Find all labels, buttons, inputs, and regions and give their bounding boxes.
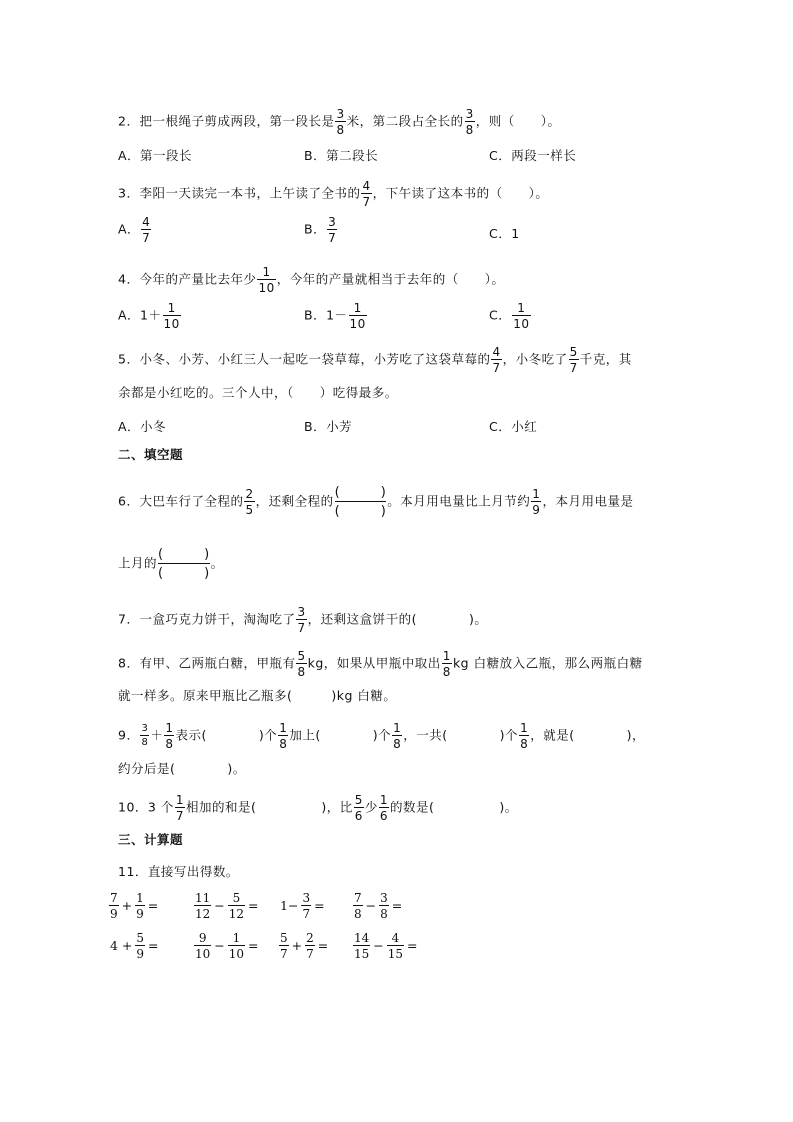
fraction: $\frac{5}{6}$ [354, 793, 363, 823]
option-c[interactable]: C．两段一样长 [489, 148, 577, 163]
fraction: $\frac{5}{9}$ [136, 931, 145, 961]
fraction: $\frac{3}{8}$ [465, 107, 474, 137]
fraction: $\frac{3}{7}$ [302, 891, 311, 921]
question-5: 5．小冬、小芳、小红三人一起吃一袋草莓，小芳吃了这袋草莓的 $\frac{4}{7}$ ，小冬吃了 $\frac{5}{7}$ 千克，其 [118, 345, 632, 375]
fraction: $\frac{4}{7}$ [142, 215, 151, 245]
calc-problem[interactable]: 4 + $\frac{5}{9}$ = [110, 931, 159, 961]
fraction: $\frac{3}{7}$ [297, 605, 306, 635]
question-5-line2: 余都是小红吃的。三个人中，（ ）吃得最多。 [118, 385, 398, 400]
question-8-line2: 就一样多。原来甲瓶比乙瓶多( )kg 白糖。 [118, 688, 397, 703]
fraction: $\frac{5}{7}$ [569, 345, 578, 375]
fraction: $\frac{1}{8}$ [279, 721, 288, 751]
calc-problem[interactable]: $\frac{14}{15}$ − $\frac{4}{15}$ = [354, 931, 418, 961]
question-6-line2: 上月的 $\frac{( )}{( )}$ 。 [118, 547, 224, 581]
fraction: $\frac{1}{6}$ [379, 793, 389, 823]
answer-blank-fraction[interactable]: $\frac{( )}{( )}$ [334, 485, 387, 519]
fraction: $\frac{5}{12}$ [228, 891, 245, 921]
calc-problem[interactable]: 1− $\frac{3}{7}$ = [280, 891, 325, 921]
option-c[interactable]: C． $\frac{1}{10}$ [489, 301, 530, 331]
fraction: $\frac{2}{7}$ [306, 931, 314, 961]
fraction: $\frac{1}{8}$ [520, 721, 529, 751]
fraction: $\frac{1}{8}$ [165, 721, 174, 751]
calc-problem[interactable]: $\frac{7}{9}$ + $\frac{1}{9}$ = [110, 891, 159, 921]
option-c[interactable]: C．小红 [489, 419, 538, 434]
option-a[interactable]: A．第一段长 [118, 148, 193, 163]
fraction: $\frac{9}{10}$ [195, 931, 211, 961]
fraction: $\frac{1}{8}$ [442, 649, 451, 679]
fraction: $\frac{3}{8}$ [141, 723, 149, 748]
fraction: $\frac{5}{8}$ [297, 649, 306, 679]
fraction: $\frac{1}{9}$ [532, 487, 541, 517]
option-a[interactable]: A． $\frac{4}{7}$ [118, 215, 151, 245]
fraction: $\frac{4}{7}$ [362, 179, 371, 209]
fraction: $\frac{1}{10}$ [513, 301, 530, 331]
fraction: $\frac{4}{15}$ [387, 931, 404, 961]
question-4: 4．今年的产量比去年少 $\frac{1}{10}$ ，今年的产量就相当于去年的（ ）。 [118, 265, 505, 295]
fraction: $\frac{3}{7}$ [328, 215, 337, 245]
fraction: $\frac{1}{10}$ [228, 931, 245, 961]
fraction: $\frac{5}{7}$ [280, 931, 288, 961]
section-heading-calculation: 三、计算题 [118, 832, 184, 847]
fraction: $\frac{7}{8}$ [354, 891, 362, 921]
section-heading-fill-blank: 二、填空题 [118, 447, 184, 462]
question-6: 6．大巴车行了全程的 $\frac{2}{5}$ ，还剩全程的 $\frac{( )}{( )}$ 。本月用电量比上月节约 $\frac{1}{9}$ ，本月用电量是 [118, 485, 634, 519]
option-b[interactable]: B． $\frac{3}{7}$ [304, 215, 337, 245]
question-10: 10．3 个 $\frac{1}{7}$ 相加的和是( )，比 $\frac{5}{6}$ 少 $\frac{1}{6}$ 的数是( )。 [118, 793, 518, 823]
fraction: $\frac{2}{5}$ [245, 487, 254, 517]
question-3: 3．李阳一天读完一本书，上午读了全书的 $\frac{4}{7}$ ，下午读了这本书的（ ）。 [118, 179, 549, 209]
fraction: $\frac{4}{7}$ [492, 345, 501, 375]
calc-problem[interactable]: $\frac{7}{8}$ − $\frac{3}{8}$ = [354, 891, 403, 921]
fraction: $\frac{3}{8}$ [380, 891, 388, 921]
fraction: $\frac{1}{10}$ [258, 265, 275, 295]
answer-blank-fraction[interactable]: $\frac{( )}{( )}$ [158, 547, 210, 581]
calc-problem[interactable]: $\frac{11}{12}$ − $\frac{5}{12}$ = [195, 891, 259, 921]
option-b[interactable]: B．小芳 [304, 419, 353, 434]
question-9-line2: 约分后是( )。 [118, 761, 246, 776]
fraction: $\frac{7}{9}$ [110, 891, 118, 921]
option-b[interactable]: B．第二段长 [304, 148, 379, 163]
fraction: $\frac{1}{8}$ [393, 721, 402, 751]
question-11-title: 11．直接写出得数。 [118, 864, 239, 879]
question-7: 7．一盒巧克力饼干，淘淘吃了 $\frac{3}{7}$ ，还剩这盒饼干的( )。 [118, 605, 488, 635]
option-a[interactable]: A．小冬 [118, 419, 167, 434]
fraction: $\frac{1}{7}$ [175, 793, 184, 823]
question-2: 2．把一根绳子剪成两段，第一段长是 $\frac{3}{8}$ 米，第二段占全长的 $\frac{3}{8}$ ，则（ ）。 [118, 107, 561, 137]
question-2-text: 2．把一根绳子剪成两段，第一段长是 [118, 113, 335, 129]
fraction: $\frac{1}{9}$ [136, 891, 144, 921]
option-b[interactable]: B．1－ $\frac{1}{10}$ [304, 301, 366, 331]
option-c[interactable]: C．1 [489, 226, 520, 241]
calc-problem[interactable]: $\frac{9}{10}$ − $\frac{1}{10}$ = [195, 931, 259, 961]
calc-problem[interactable]: $\frac{5}{7}$ + $\frac{2}{7}$ = [280, 931, 329, 961]
question-9: 9． $\frac{3}{8}$ ＋ $\frac{1}{8}$ 表示( )个 $\frac{1}{8}$ 加上( )个 $\frac{1}{8}$ ，一共( )个 $\frac{1}{8}$ ，就是( )， [118, 721, 645, 751]
fraction: $\frac{1}{10}$ [349, 301, 366, 331]
fraction: $\frac{14}{15}$ [354, 931, 370, 961]
fraction: $\frac{3}{8}$ [336, 107, 345, 137]
question-8: 8．有甲、乙两瓶白糖，甲瓶有 $\frac{5}{8}$ kg，如果从甲瓶中取出 $\frac{1}{8}$ kg 白糖放入乙瓶，那么两瓶白糖 [118, 649, 643, 679]
option-a[interactable]: A．1＋ $\frac{1}{10}$ [118, 301, 180, 331]
fraction: $\frac{11}{12}$ [195, 891, 211, 921]
fraction: $\frac{1}{10}$ [163, 301, 180, 331]
